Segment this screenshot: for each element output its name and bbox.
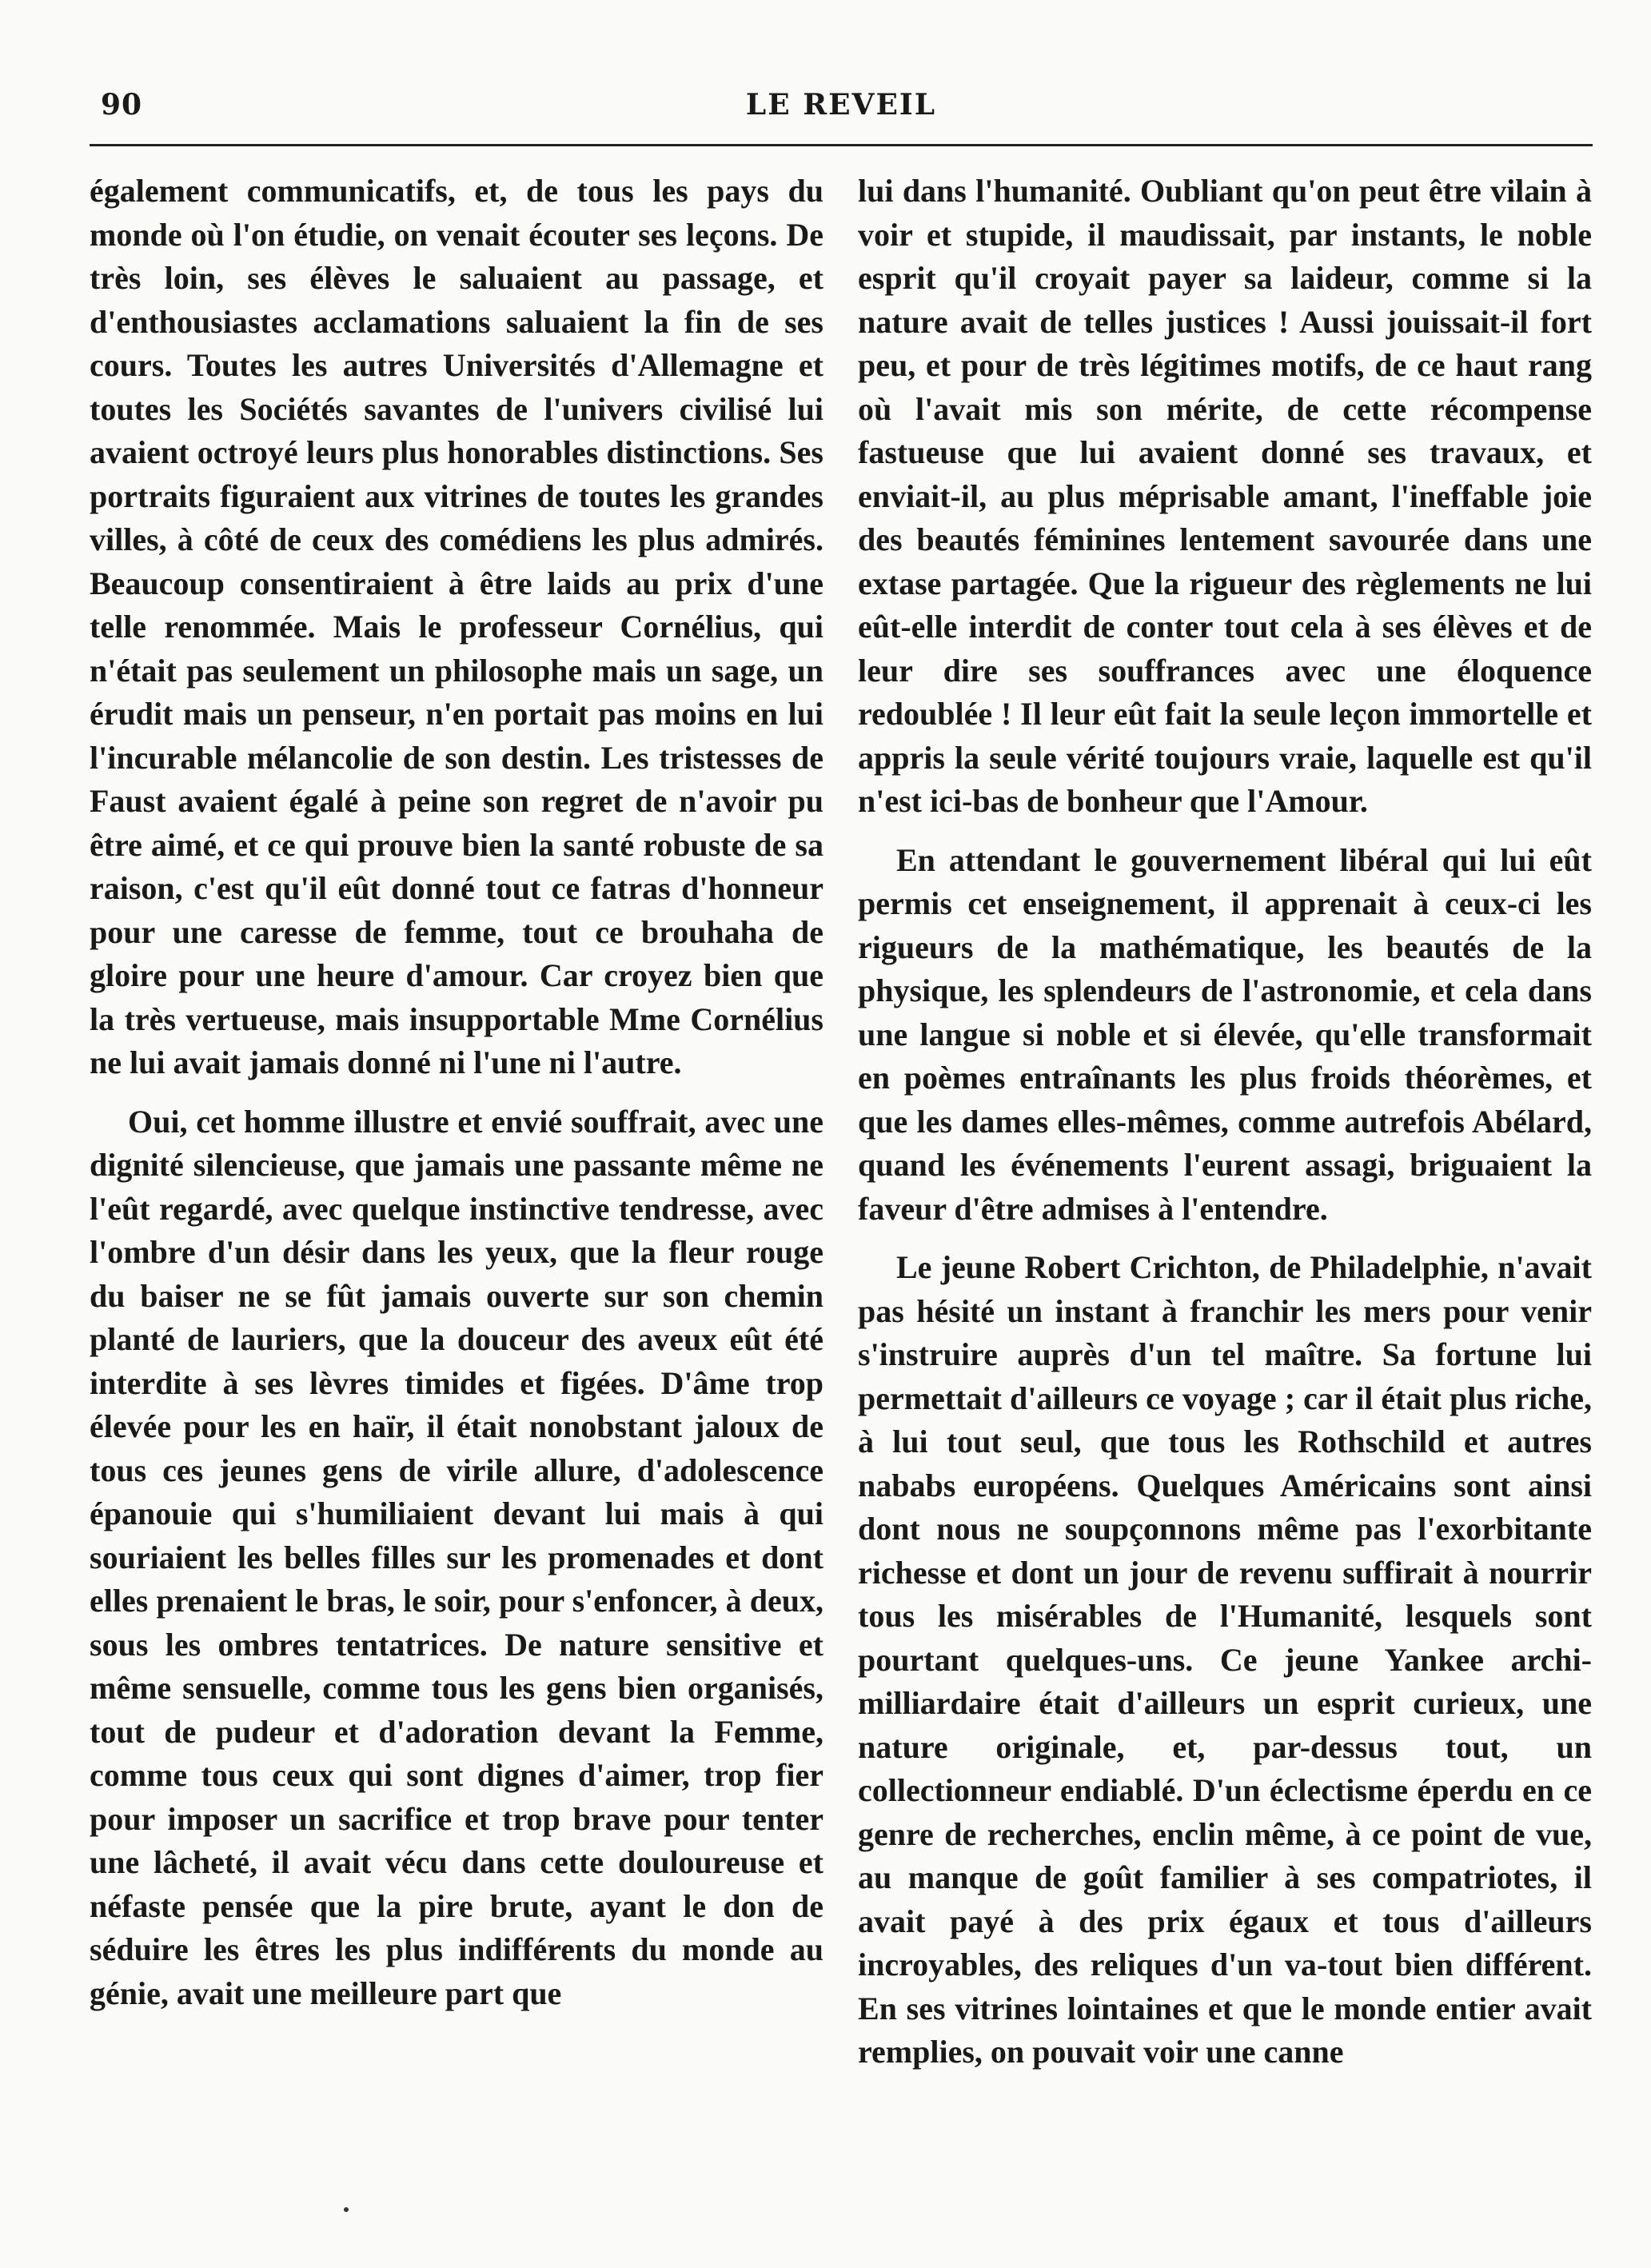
header-rule <box>90 144 1593 146</box>
paragraph: Le jeune Robert Crichton, de Philadelphie, n'avait pas hésité un instant à franchir les mers pour venir s'instruire auprès d'un tel maître. Sa fortune lui permettait d'ailleurs ce voyage ; car il était plus riche, à lui tout seul, que tous les Rothschild et autres nababs européens. Quelques Américains sont ainsi dont nous ne soupçonnons même pas l'exorbitante richesse et dont un jour de revenu suffirait à nourrir tous les misérables de l'Humanité, lesquels sont pourtant quelques-uns. Ce jeune Yankee archi-milliardaire était d'ailleurs un esprit curieux, une nature originale, et, par-dessus tout, un collectionneur endiablé. D'un éclectisme éperdu en ce genre de recherches, enclin même, à ce point de vue, au manque de goût familier à ses compatriotes, il avait payé à des prix égaux et tous d'ailleurs incroyables, des reliques d'un va-tout bien différent. En ses vitrines lointaines et que le monde entier avait remplies, on pouvait voir une canne <box>858 1249 1592 2070</box>
paragraph: En attendant le gouvernement libéral qui lui eût permis cet enseignement, il apprenait à ceux-ci les rigueurs de la mathématique, les beautés de la physique, les splendeurs de l'astronomie, et cela dans une langue si noble et si élevée, qu'elle transformait en poèmes entraînants les plus froids théorèmes, et que les dames elles-mêmes, comme autrefois Abélard, quand les événements l'eurent assagi, briguaient la faveur d'être admises à l'entendre. <box>858 841 1592 1227</box>
print-speck <box>344 2207 349 2212</box>
page-header <box>90 88 1593 134</box>
page-number: 90 <box>101 88 143 122</box>
right-column <box>858 170 1592 2090</box>
left-column <box>90 170 824 2030</box>
running-title: LE REVEIL <box>745 88 937 122</box>
paragraph: Oui, cet homme illustre et envié souffrait, avec une dignité silencieuse, que jamais une passante même ne l'eût regardé, avec quelque instinctive tendresse, avec l'ombre d'un désir dans les yeux, que la fleur rouge du baiser ne se fût jamais ouverte sur son chemin planté de lauriers, que la douceur des aveux eût été interdite à ses lèvres timides et figées. D'âme trop élevée pour les en haïr, il était nonobstant jaloux de tous ces jeunes gens de virile allure, d'adolescence épanouie qui s'humiliaient devant lui mais à qui souriaient les belles filles sur les promenades et dont elles prenaient le bras, le soir, pour s'enfoncer, à deux, sous les ombres tentatrices. De nature sensitive et même sensuelle, comme tous les gens bien organisés, tout de pudeur et d'adoration devant la Femme, comme tous ceux qui sont dignes d'aimer, trop fier pour imposer un sacrifice et trop brave pour tenter une lâcheté, il avait vécu dans cette douloureuse et néfaste pensée que la pire brute, ayant le don de séduire les êtres les plus indifférents du monde au génie, avait une meilleure part que <box>90 1103 824 2011</box>
paragraph: également communicatifs, et, de tous les pays du monde où l'on étudie, on venait écouter ses leçons. De très loin, ses élèves le saluaient au passage, et d'enthousiastes acclamations saluaient la fin de ses cours. Toutes les autres Universités d'Allemagne et toutes les Sociétés savantes de l'univers civilisé lui avaient octroyé leurs plus honorables distinctions. Ses portraits figuraient aux vitrines de toutes les grandes villes, à côté de ceux des comédiens les plus admirés. Beaucoup consentiraient à être laids au prix d'une telle renommée. Mais le professeur Cornélius, qui n'était pas seulement un philosophe mais un sage, un érudit mais un penseur, n'en portait pas moins en lui l'incurable mélancolie de son destin. Les tristesses de Faust avaient égalé à peine son regret de n'avoir pu être aimé, et ce qui prouve bien la santé robuste de sa raison, c'est qu'il eût donné tout ce fatras d'honneur pour une caresse de femme, tout ce brouhaha de gloire pour une heure d'amour. Car croyez bien que la très vertueuse, mais insupportable Mme Cornélius ne lui avait jamais donné ni l'une ni l'autre. <box>90 173 824 1080</box>
paragraph: lui dans l'humanité. Oubliant qu'on peut être vilain à voir et stupide, il maudissait, par instants, le noble esprit qu'il croyait payer sa laideur, comme si la nature avait de telles justices ! Aussi jouissait-il fort peu, et pour de très légitimes motifs, de ce haut rang où l'avait mis son mérite, de cette récompense fastueuse que lui avaient donné ses travaux, et enviait-il, au plus méprisable amant, l'ineffable joie des beautés féminines lentement savourée dans une extase partagée. Que la rigueur des règlements ne lui eût-elle interdit de conter tout cela à ses élèves et de leur dire ses souffrances avec une éloquence redoublée ! Il leur eût fait la seule leçon immortelle et appris la seule vérité toujours vraie, laquelle est qu'il n'est ici-bas de bonheur que l'Amour. <box>858 173 1592 819</box>
